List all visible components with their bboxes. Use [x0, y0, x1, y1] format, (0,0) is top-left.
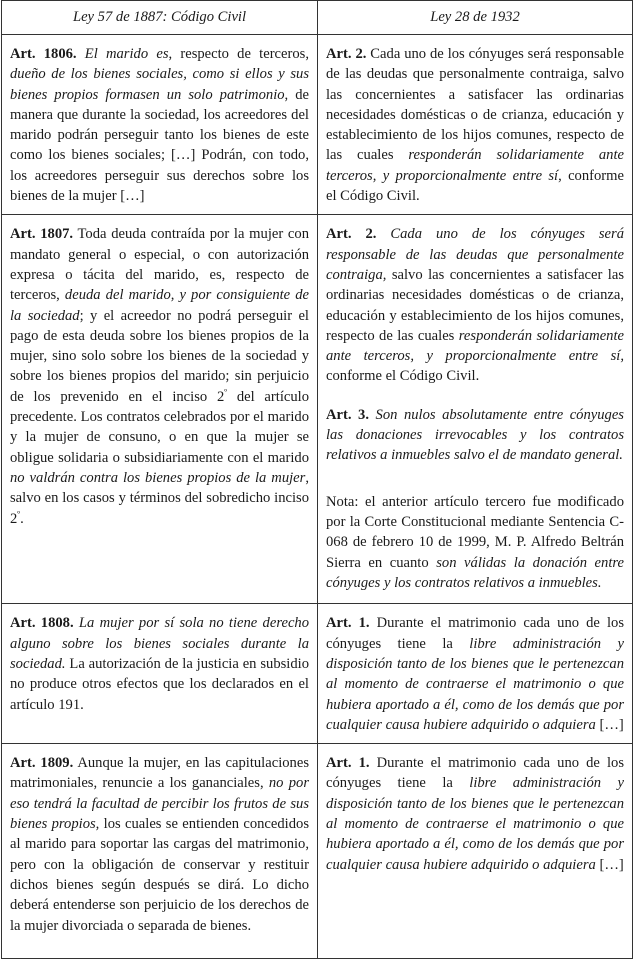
law-comparison-table [1, 0, 633, 959]
article-number: Art. 3. [326, 406, 369, 423]
article-number: Art. 1806. [10, 46, 77, 62]
header-ley-57-1887: Ley 57 de 1887: Código Civil [2, 1, 318, 35]
table-row [2, 744, 633, 959]
cell-art-1806: Art. 1806. El marido es, respecto de terceros, dueño de los bienes sociales, como si ellos y sus bienes propios formasen un solo patrimonio, de manera que durante la sociedad, los acreedores del marido podrán perseguir tanto los bienes de este como los bienes sociales; […] Podrán, con todo, los acreedores perseguir sus derechos sobre los bienes de la mujer […] [2, 35, 318, 215]
article-number: Art. 1808. [10, 615, 74, 632]
header-ley-28-1932: Ley 28 de 1932 [318, 1, 633, 35]
header-row [2, 1, 633, 35]
cell-art-1-1932: Art. 1. Durante el matrimonio cada uno de los cónyuges tiene la libre administración y disposición tanto de los bienes que le pertenezcan al momento de contraerse el matrimonio o que hubiera aportado a él, como de los demás que por cualquier causa hubiere adquirido o adquiera […] [318, 744, 633, 959]
cell-art-1807: Art. 1807. Toda deuda contraída por la mujer con mandato general o especial, o con autorización expresa o tácita del marido, es, respecto de terceros, deuda del marido, y por consiguiente de la sociedad; y el acreedor no podrá perseguir el pago de esta deuda sobre los bienes propios de la mujer, sino solo sobre los bienes de la sociedad y sobre los bienes propios del marido; sin perjuicio de los prevenido en el inciso $2^º$ del artículo precedente. Los contratos celebrados por el marido y la mujer de consuno, o en que la mujer se obligue solidaria o subsidiariamente con el marido no valdrán contra los bienes propios de la mujer, salvo en los casos y términos del sobredicho inciso $2^º$. [2, 215, 318, 604]
article-number: Art. 1. [326, 755, 370, 772]
table-row [2, 604, 633, 744]
paragraph-note: Nota: el anterior artículo tercero fue modificado por la Corte Constitucional mediante Sentencia C-068 de febrero 10 de 1999, M. P. Alfredo Beltrán Sierra en cuanto son válidas la donación entre cónyuges y los contratos relativos a inmuebles. [326, 493, 625, 591]
table-row [2, 215, 633, 604]
cell-art-1809: Art. 1809. Aunque la mujer, en las capitulaciones matrimoniales, renuncie a los gananciales, no por eso tendrá la facultad de percibir los frutos de sus bienes propios, los cuales se entienden concedidos al marido para soportar las cargas del matrimonio, pero con la obligación de conservar y restituir dichos bienes según después se dirá. Lo dicho deberá entenderse son perjuicio de los derechos de la mujer divorciada o separada de bienes. [2, 744, 318, 959]
cell-art-1-1932: Art. 1. Durante el matrimonio cada uno de los cónyuges tiene la libre administración y disposición tanto de los bienes que le pertenezcan al momento de contraerse el matrimonio o que hubiera aportado a él, como de los demás que por cualquier causa hubiere adquirido o adquiera […] [318, 604, 633, 744]
comparison-page [1, 0, 632, 959]
article-number: Art. 1809. [10, 755, 74, 772]
table-row [2, 35, 633, 215]
paragraph-art-3: Art. 3. Son nulos absolutamente entre cónyuges las donaciones irrevocables y los contratos relativos a inmuebles salvo el de mandato general. [326, 406, 624, 464]
cell-art-1808: Art. 1808. La mujer por sí sola no tiene derecho alguno sobre los bienes sociales durante la sociedad. La autorización de la justicia en subsidio no produce otros efectos que los declarados en el artículo 191. [2, 604, 318, 744]
article-number: Art. 1. [326, 615, 370, 632]
cell-art-2-1932: Art. 2. Cada uno de los cónyuges será responsable de las deudas que personalmente contraiga, salvo las concernientes a satisfacer las ordinarias necesidades domésticas o de crianza, educación y establecimiento de los hijos comunes, respecto de las cuales responderán solidariamente ante terceros, y proporcionalmente entre sí, conforme el Código Civil. [318, 35, 633, 215]
article-number: Art. 2. [326, 226, 377, 243]
paragraph-art-2: Art. 2. Cada uno de los cónyuges será responsable de las deudas que personalmente contraiga, salvo las concernientes a satisfacer las ordinarias necesidades domésticas o de crianza, educación y establecimiento de los hijos comunes, respecto de las cuales responderán solidariamente ante terceros, y proporcionalmente entre sí, conforme el Código Civil. [326, 226, 624, 385]
cell-art-2-3-1932 [318, 215, 633, 604]
article-number: Art. 1807. [10, 226, 74, 243]
article-number: Art. 2. [326, 46, 367, 62]
